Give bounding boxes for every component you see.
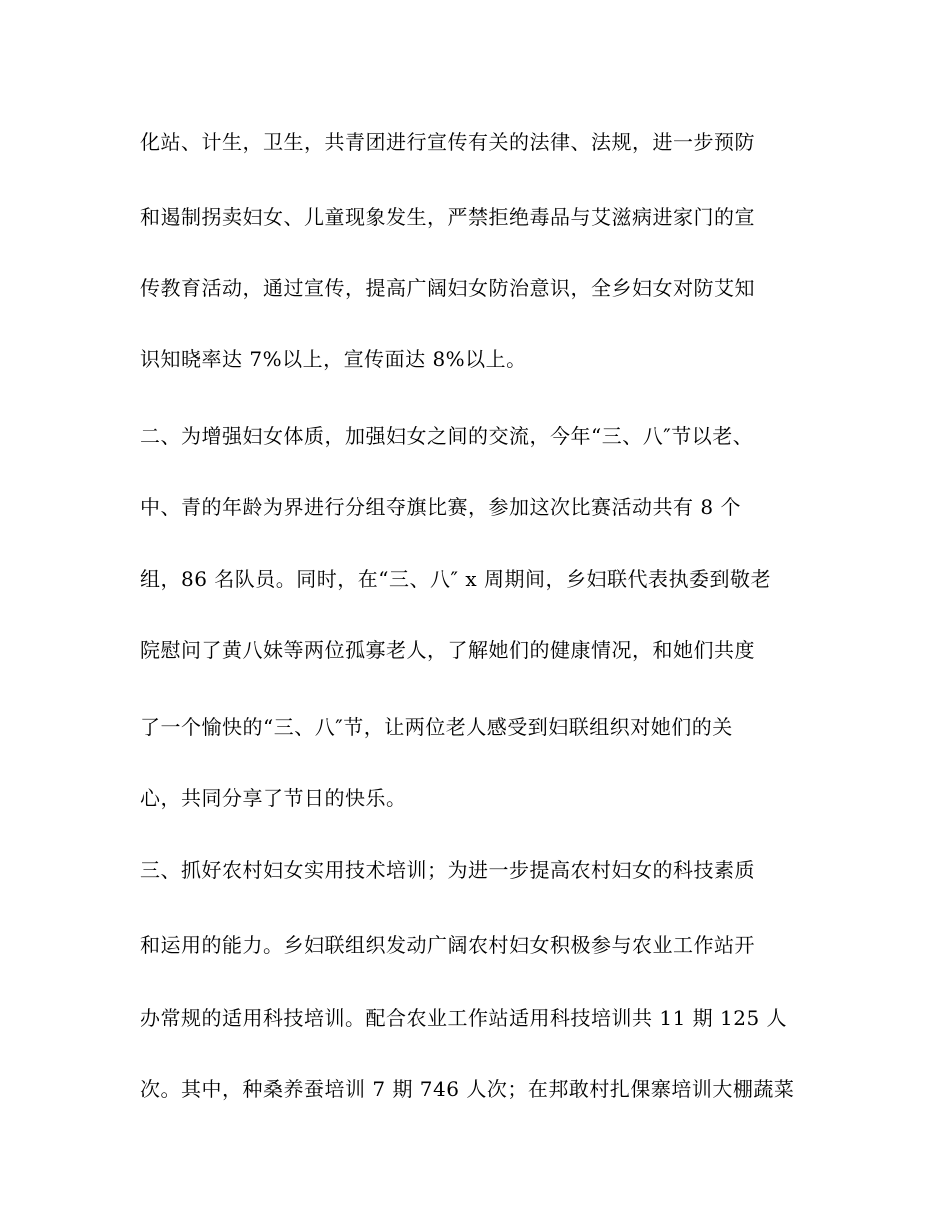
- text-line-5: 二、为增强妇女体质，加强妇女之间的交流，今年“三、八″节以老、: [140, 424, 754, 448]
- text-line-12: 和运用的能力。乡妇联组织发动广阔农村妇女积极参与农业工作站开: [140, 933, 755, 957]
- text-line-2: 和遏制拐卖妇女、儿童现象发生，严禁拒绝毒品与艾滋病进家门的宣: [140, 205, 755, 229]
- text-line-8: 院慰问了黄八妹等两位孤寡老人，了解她们的健康情况，和她们共度: [140, 638, 755, 662]
- text-line-14: 次。其中，种桑养蚕培训 7 期 746 人次；在邦敢村扎倮寨培训大棚蔬菜: [140, 1077, 795, 1101]
- text-line-6: 中、青的年龄为界进行分组夺旗比赛，参加这次比赛活动共有 8 个: [140, 495, 741, 519]
- text-line-11: 三、抓好农村妇女实用技术培训；为进一步提高农村妇女的科技素质: [140, 858, 755, 882]
- text-line-9: 了一个愉快的“三、八″节，让两位老人感受到妇联组织对她们的关: [140, 715, 733, 739]
- text-line-4: 识知晓率达 7%以上，宣传面达 8%以上。: [140, 347, 527, 371]
- text-line-3: 传教育活动，通过宣传，提高广阔妇女防治意识，全乡妇女对防艾知: [140, 276, 755, 300]
- text-line-13: 办常规的适用科技培训。配合农业工作站适用科技培训共 11 期 125 人: [140, 1006, 788, 1030]
- text-line-7: 组，86 名队员。同时，在“三、八″ x 周期间，乡妇联代表执委到敬老: [140, 567, 771, 591]
- text-line-1: 化站、计生，卫生，共青团进行宣传有关的法律、法规，进一步预防: [140, 130, 755, 154]
- text-line-10: 心，共同分享了节日的快乐。: [140, 786, 407, 810]
